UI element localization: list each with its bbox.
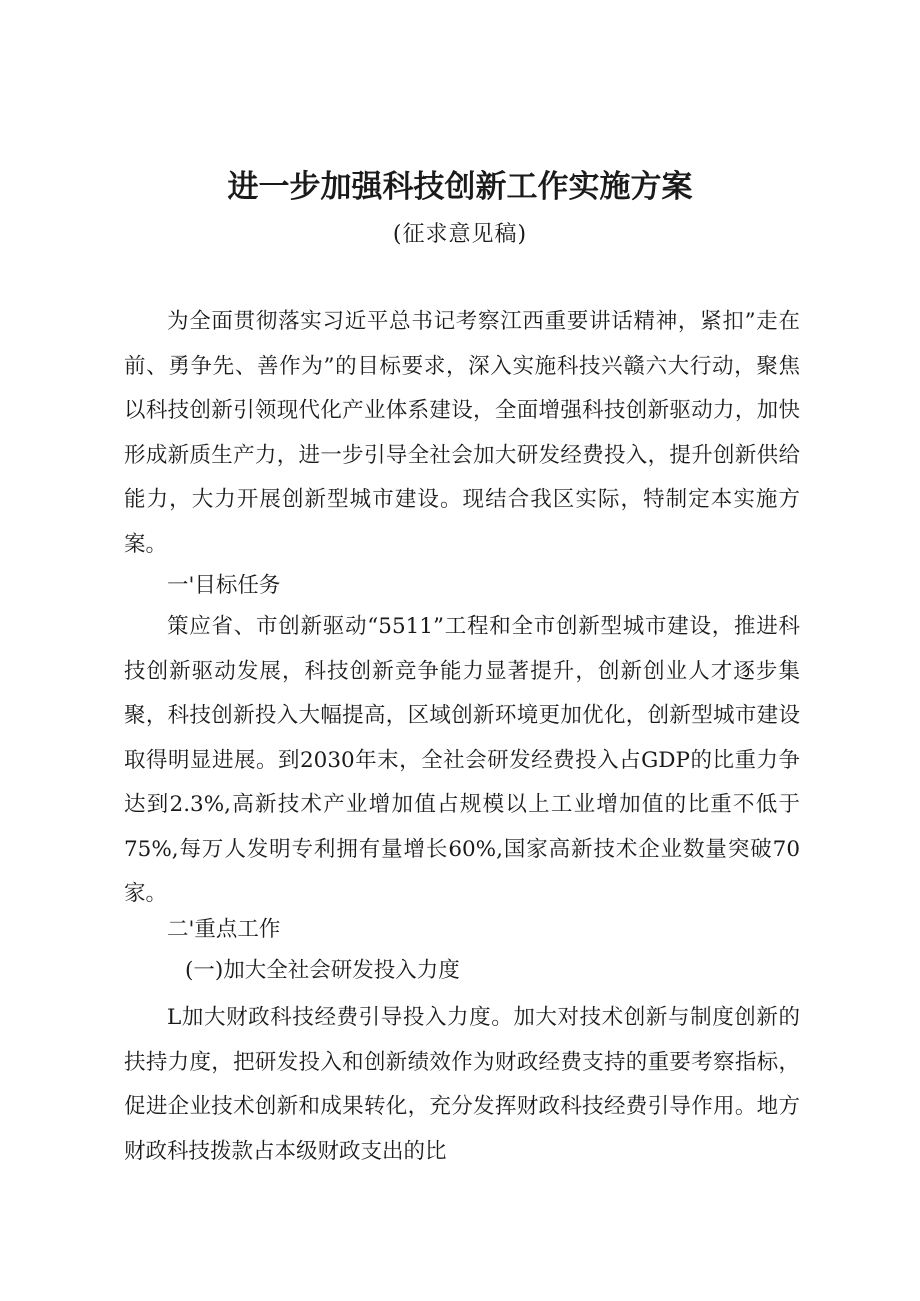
section-heading-key-work: 二'重点工作 bbox=[167, 917, 281, 942]
rd-investment-paragraph: L加大财政科技经费引导投入力度。加大对技术创新与制度创新的扶持力度，把研发投入和创新绩效作为财政经费支持的重要考察指标，促进企业技术创新和成果转化，充分发挥财政科技经费引导作用。地方财政科技拨款占本级财政支出的比 bbox=[124, 1005, 800, 1164]
subsection-heading-rd-investment: (一)加大全社会研发投入力度 bbox=[185, 958, 460, 983]
goals-paragraph: 策应省、市创新驱动“5511”工程和全市创新型城市建设，推进科技创新驱动发展，科技创新竞争能力显著提升，创新创业人才逐步集聚，科技创新投入大幅提高，区域创新环境更加优化，创新型城市建设取得明显进展。到2030年末，全社会研发经费投入占GDP的比重力争达到2.3%,高新技术产业增加值占规模以上工业增加值的比重不低于75%,每万人发明专利拥有量增长60%,国家高新技术企业数量突破70家。 bbox=[124, 614, 800, 906]
document-subtitle: (征求意见稿) bbox=[392, 222, 528, 247]
intro-paragraph: 为全面贯彻落实习近平总书记考察江西重要讲话精神，紧扣”走在前、勇争先、善作为”的目标要求，深入实施科技兴赣六大行动，聚焦以科技创新引领现代化产业体系建设，全面增强科技创新驱动力，加快形成新质生产力，进一步引导全社会加大研发经费投入，提升创新供给能力，大力开展创新型城市建设。现结合我区实际，特制定本实施方案。 bbox=[124, 309, 800, 557]
document-title: 进一步加强科技创新工作实施方案 bbox=[227, 169, 693, 205]
section-heading-goals: 一'目标任务 bbox=[167, 573, 281, 598]
